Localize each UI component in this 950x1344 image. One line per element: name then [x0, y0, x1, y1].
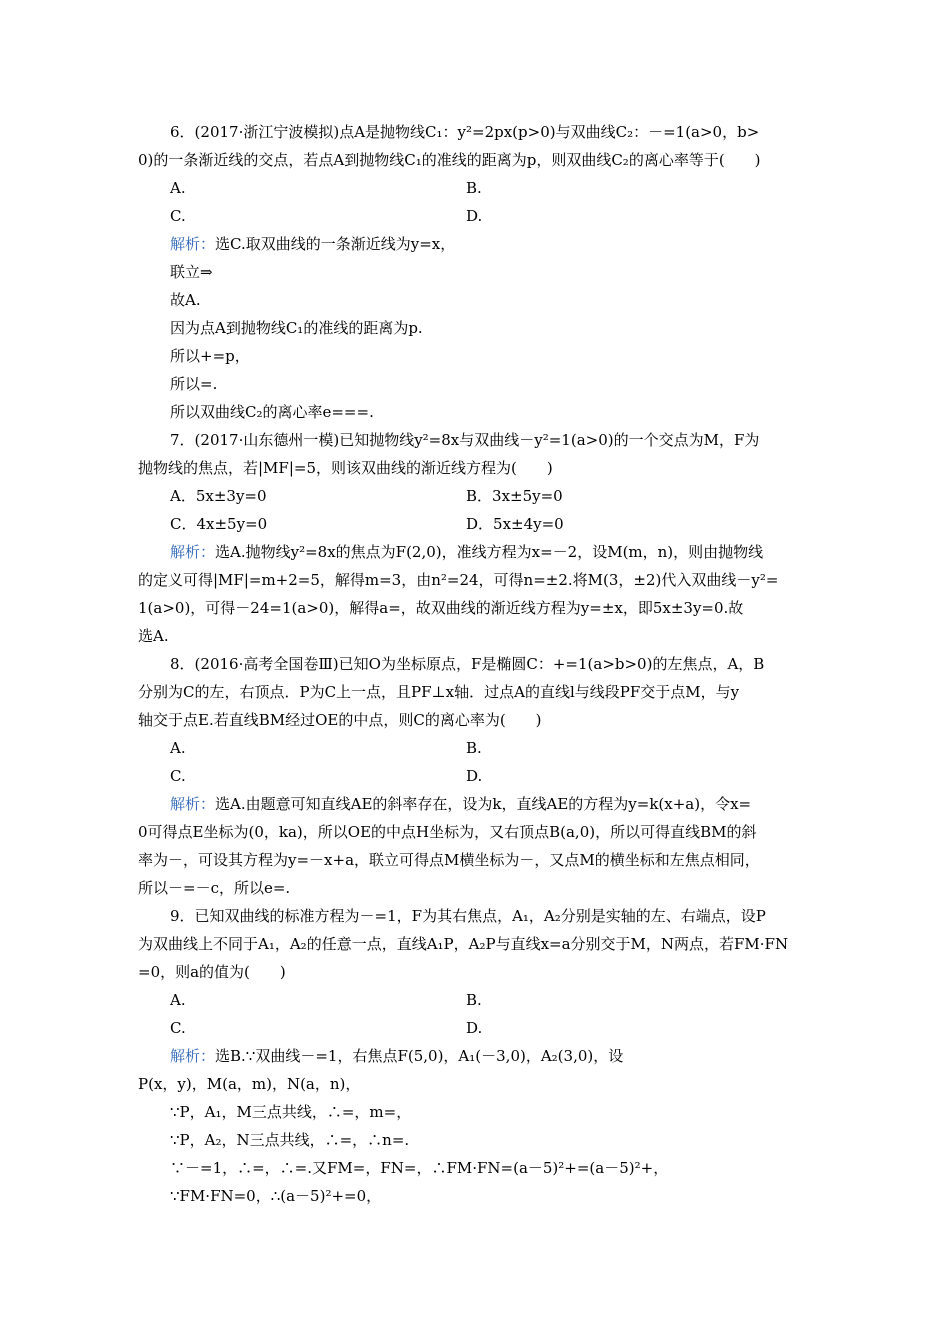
q8-option-d: D.: [466, 767, 483, 785]
q9-stem-line-3: =0，则a的值为( ): [138, 963, 286, 981]
q7-solution-line-3: 1(a>0)，可得－24=1(a>0)，解得a=，故双曲线的渐近线方程为y=±x，即5x±3y=0.故: [138, 599, 744, 617]
q9-solution-line-1: [170, 1046, 870, 1066]
q9-option-d: D.: [466, 1019, 483, 1037]
q9-stem-line-1: 9．已知双曲线的标准方程为－=1，F为其右焦点，A₁，A₂分别是实轴的左、右端点，设P: [170, 907, 766, 925]
q6-option-a: A.: [170, 179, 186, 197]
q8-solution-line-4: 所以－=－c，所以e=.: [138, 879, 291, 897]
q8-option-a: A.: [170, 739, 186, 757]
q7-option-d: D．5x±4y=0: [466, 515, 564, 533]
q6-option-d: D.: [466, 207, 483, 225]
q6-solution-line-7: 所以双曲线C₂的离心率e===.: [170, 403, 374, 421]
q7-solution-text-1: 选A.抛物线y²=8x的焦点为F(2,0)，准线方程为x=－2，设M(m，n)，则由抛物线: [215, 543, 764, 561]
q6-option-b: B.: [466, 179, 482, 197]
q7-stem-line-2: 抛物线的焦点，若|MF|=5，则该双曲线的渐近线方程为( ): [138, 459, 553, 477]
q6-solution-line-3: 故A.: [170, 291, 201, 309]
q6-stem-line-1: 6．(2017·浙江宁波模拟)点A是抛物线C₁：y²=2px(p>0)与双曲线C₂：－=1(a>0，b>: [170, 123, 760, 141]
q9-solution-line-4: ∵P，A₂，N三点共线，∴=，∴n=.: [170, 1131, 410, 1149]
q6-solution-text-1: 选C.取双曲线的一条渐近线为y=x，: [215, 235, 456, 253]
q9-solution-line-3: ∵P，A₁，M三点共线，∴=，m=，: [170, 1103, 412, 1121]
q8-solution-text-1: 选A.由题意可知直线AE的斜率存在，设为k，直线AE的方程为y=k(x+a)，令x=: [215, 795, 752, 813]
q6-solution-line-4: 因为点A到抛物线C₁的准线的距离为p.: [170, 319, 423, 337]
solution-label: 解析：: [170, 543, 216, 561]
q8-solution-line-2: 0可得点E坐标为(0，ka)，所以OE的中点H坐标为，又右顶点B(a,0)，所以可得直线BM的斜: [138, 823, 757, 841]
q7-solution-line-2: 的定义可得|MF|=m+2=5，解得m=3，由n²=24，可得n=±2.将M(3，±2)代入双曲线－y²=: [138, 571, 779, 589]
q7-option-c: C．4x±5y=0: [170, 515, 268, 533]
q8-solution-line-3: 率为－，可设其方程为y=－x+a，联立可得点M横坐标为－，又点M的横坐标和左焦点相同，: [138, 851, 760, 869]
q7-option-a: A．5x±3y=0: [170, 487, 267, 505]
q8-option-c: C.: [170, 767, 186, 785]
q8-stem-line-2: 分别为C的左，右顶点．P为C上一点，且PF⊥x轴．过点A的直线l与线段PF交于点M，与y: [138, 683, 740, 701]
q6-stem-line-2: 0)的一条渐近线的交点，若点A到抛物线C₁的准线的距离为p，则双曲线C₂的离心率等于( ): [138, 151, 761, 169]
q9-option-b: B.: [466, 991, 482, 1009]
q6-solution-line-5: 所以+=p，: [170, 347, 250, 365]
q7-stem-line-1: 7．(2017·山东德州一模)已知抛物线y²=8x与双曲线－y²=1(a>0)的一个交点为M，F为: [170, 431, 760, 449]
q7-option-b: B．3x±5y=0: [466, 487, 563, 505]
q9-solution-line-5: ∵－=1，∴=，∴=.又FM=，FN=，∴FM·FN=(a－5)²+=(a－5)²+，: [170, 1159, 669, 1177]
q8-solution-line-1: [170, 794, 870, 814]
q8-option-b: B.: [466, 739, 482, 757]
q6-solution-line-1: [170, 234, 870, 254]
solution-label: 解析：: [170, 795, 216, 813]
q9-solution-line-6: ∵FM·FN=0，∴(a－5)²+=0，: [170, 1187, 382, 1205]
q8-stem-line-1: 8．(2016·高考全国卷Ⅲ)已知O为坐标原点，F是椭圆C：+=1(a>b>0)的左焦点，A，B: [170, 655, 765, 673]
q7-solution-line-4: 选A.: [138, 627, 169, 645]
q9-solution-line-2: P(x，y)，M(a，m)，N(a，n)，: [138, 1075, 361, 1093]
q9-stem-line-2: 为双曲线上不同于A₁，A₂的任意一点，直线A₁P，A₂P与直线x=a分别交于M，N两点，若FM·FN: [138, 935, 789, 953]
q6-solution-line-2: 联立⇒: [170, 263, 213, 281]
q9-option-a: A.: [170, 991, 186, 1009]
q7-solution-line-1: [170, 542, 870, 562]
q6-option-c: C.: [170, 207, 186, 225]
q6-solution-line-6: 所以=.: [170, 375, 218, 393]
solution-label: 解析：: [170, 1047, 216, 1065]
q9-option-c: C.: [170, 1019, 186, 1037]
solution-label: 解析：: [170, 235, 216, 253]
q9-solution-text-1: 选B.∵双曲线－=1，右焦点F(5,0)，A₁(－3,0)，A₂(3,0)，设: [215, 1047, 624, 1065]
q8-stem-line-3: 轴交于点E.若直线BM经过OE的中点，则C的离心率为( ): [138, 711, 542, 729]
